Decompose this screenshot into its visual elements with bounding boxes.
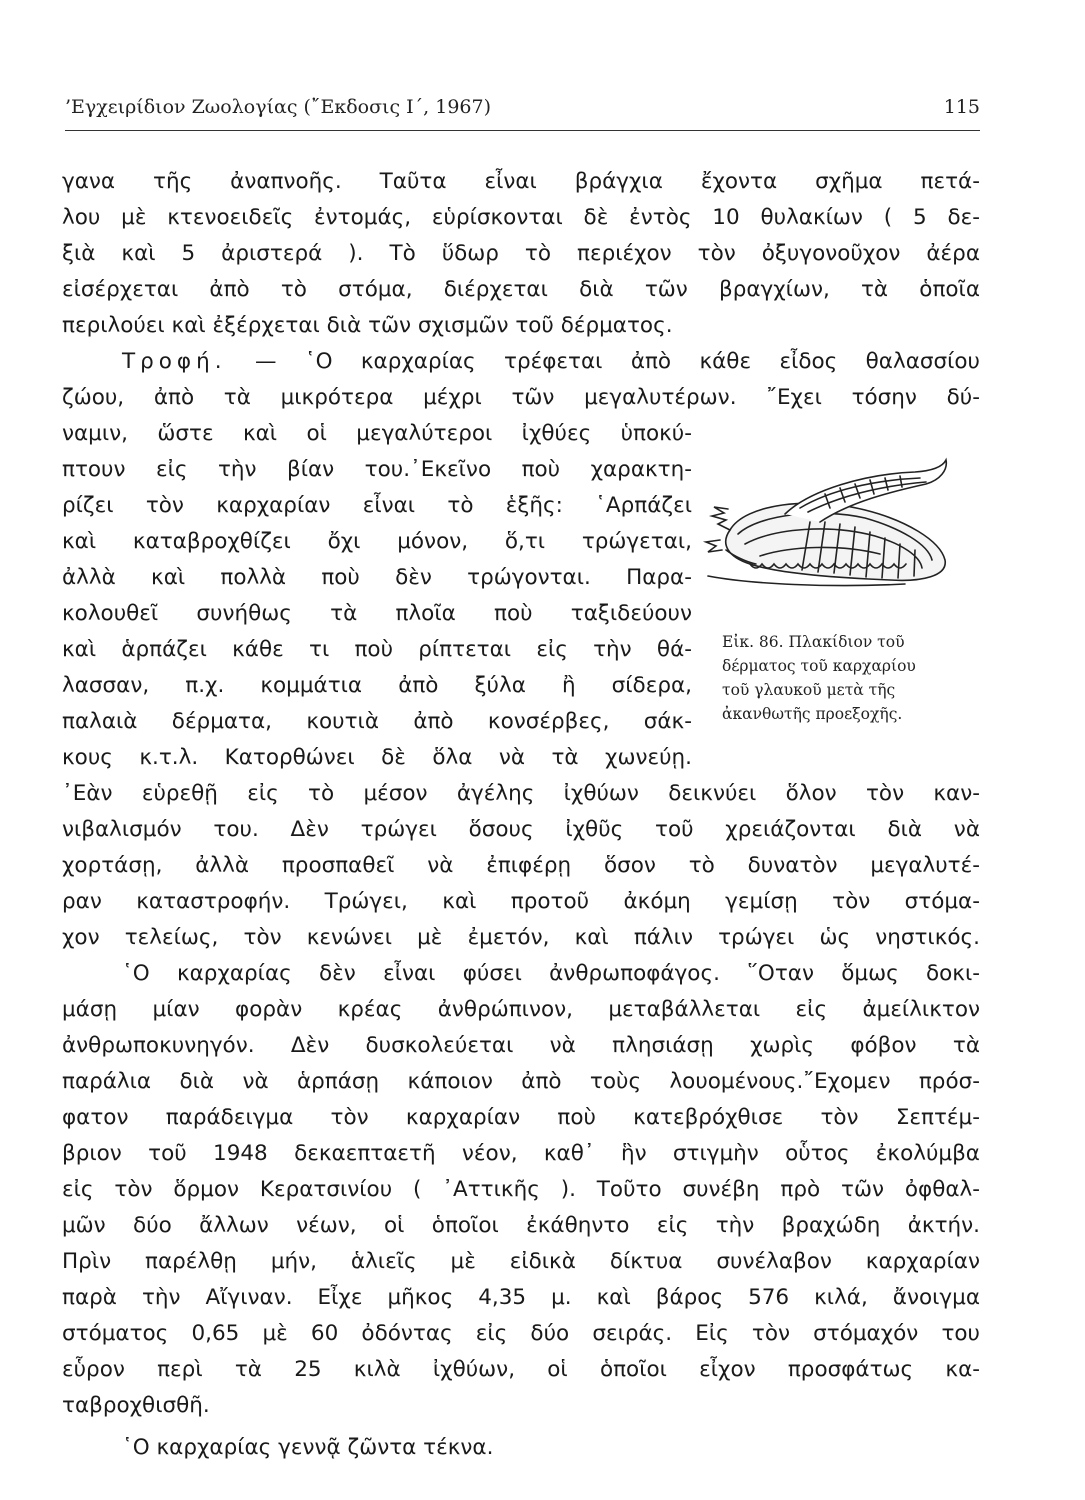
page-number: 115 xyxy=(943,96,980,118)
text-line: μάσῃ μίαν φορὰν κρέας ἀνθρώπινον, μεταβάλλεται εἰς ἀμείλικτον xyxy=(62,997,980,1022)
text-line: μῶν δύο ἄλλων νέων, οἱ ὁποῖοι ἐκάθηντο εἰς τὴν βραχώδη ἀκτήν. xyxy=(62,1213,980,1238)
text-line: ῾Ο καρχαρίας δὲν εἶναι φύσει ἀνθρωποφάγος. ῞Οταν ὅμως δοκι- xyxy=(122,961,980,986)
text-line: ἀνθρωποκυνηγόν. Δὲν δυσκολεύεται νὰ πλησιάσῃ χωρὶς φόβον τὰ xyxy=(62,1033,980,1058)
figure-caption xyxy=(722,630,984,726)
text-line: ἀλλὰ καὶ πολλὰ ποὺ δὲν τρώγονται. Παρα- xyxy=(62,565,692,590)
text-line: ταβροχθισθῆ. xyxy=(62,1393,210,1418)
text-line: ᾿Εὰν εὑρεθῇ εἰς τὸ μέσον ἀγέλης ἰχθύων δεικνύει ὅλον τὸν καν- xyxy=(62,781,980,806)
text-line: παλαιὰ δέρματα, κουτιὰ ἀπὸ κονσέρβες, σάκ- xyxy=(62,709,692,734)
text-line: ραν καταστροφήν. Τρώγει, καὶ προτοῦ ἀκόμη γεμίσῃ τὸν στόμα- xyxy=(62,889,980,914)
section-trofi-line xyxy=(62,345,980,379)
placoid-scale-drawing xyxy=(690,452,980,592)
text-line: ναμιν, ὥστε καὶ οἱ μεγαλύτεροι ἰχθύες ὑποκύ- xyxy=(62,421,692,446)
text-line: καὶ καταβροχθίζει ὄχι μόνον, ὅ,τι τρώγεται, xyxy=(62,529,692,554)
text-line: κολουθεῖ συνήθως τὰ πλοῖα ποὺ ταξιδεύουν xyxy=(62,601,692,626)
book-title: ’Εγχειρίδιον Ζωολογίας (῎Εκδοσις Ι΄, 1967) xyxy=(65,96,492,118)
running-header xyxy=(65,96,980,126)
shark-skin-placoid-scale-illustration xyxy=(690,452,980,592)
text-line: χον τελείως, τὸν κενώνει μὲ ἐμετόν, καὶ πάλιν τρώγει ὡς νηστικός. xyxy=(62,925,980,950)
caption-line: ἀκανθωτῆς προεξοχῆς. xyxy=(722,705,903,723)
text-line: καὶ ἁρπάζει κάθε τι ποὺ ρίπτεται εἰς τὴν θά- xyxy=(62,637,692,662)
text-line: στόματος 0,65 μὲ 60 ὀδόντας εἰς δύο σειράς. Εἰς τὸν στόμαχόν του xyxy=(62,1321,980,1346)
text-line: γανα τῆς ἀναπνοῆς. Ταῦτα εἶναι βράγχια ἔχοντα σχῆμα πετά- xyxy=(62,169,980,194)
text-line: ξιὰ καὶ 5 ἀριστερά ). Τὸ ὕδωρ τὸ περιέχον τὸν ὀξυγονοῦχον ἀέρα xyxy=(62,241,980,266)
text-line: εἰσέρχεται ἀπὸ τὸ στόμα, διέρχεται διὰ τῶν βραγχίων, τὰ ὁποῖα xyxy=(62,277,980,302)
text-line: παρὰ τὴν Αἴγιναν. Εἶχε μῆκος 4,35 μ. καὶ βάρος 576 κιλά, ἄνοιγμα xyxy=(62,1285,980,1310)
caption-line: τοῦ γλαυκοῦ μετὰ τῆς xyxy=(722,681,896,699)
text-line: Πρὶν παρέλθῃ μήν, ἁλιεῖς μὲ εἰδικὰ δίκτυα συνέλαβον καρχαρίαν xyxy=(62,1249,980,1274)
text-line: λου μὲ κτενοειδεῖς ἐντομάς, εὑρίσκονται δὲ ἐντὸς 10 θυλακίων ( 5 δε- xyxy=(62,205,980,230)
text-line: εὗρον περὶ τὰ 25 κιλὰ ἰχθύων, οἱ ὁποῖοι εἶχον προσφάτως κα- xyxy=(62,1357,980,1382)
text-line: φατον παράδειγμα τὸν καρχαρίαν ποὺ κατεβρόχθισε τὸν Σεπτέμ- xyxy=(62,1105,980,1130)
section-heading: Τροφή. xyxy=(122,349,227,374)
text-line: πτουν εἰς τὴν βίαν του.᾿Εκεῖνο ποὺ χαρακτη- xyxy=(62,457,692,482)
text-line: βριον τοῦ 1948 δεκαεπταετῆ νέον, καθ᾿ ἣν στιγμὴν οὗτος ἐκολύμβα xyxy=(62,1141,980,1166)
text-line: κους κ.τ.λ. Κατορθώνει δὲ ὅλα νὰ τὰ χωνεύῃ. xyxy=(62,745,692,770)
section-first-line: — ῾Ο καρχαρίας τρέφεται ἀπὸ κάθε εἶδος θαλασσίου xyxy=(254,349,980,374)
text-line: παράλια διὰ νὰ ἁρπάσῃ κάποιον ἀπὸ τοὺς λουομένους.῎Εχομεν πρόσ- xyxy=(62,1069,980,1094)
text-line: ζώου, ἀπὸ τὰ μικρότερα μέχρι τῶν μεγαλυτέρων. ῎Εχει τόσην δύ- xyxy=(62,385,980,410)
caption-line: δέρματος τοῦ καρχαρίου xyxy=(722,657,916,675)
text-line: λασσαν, π.χ. κομμάτια ἀπὸ ξύλα ἢ σίδερα, xyxy=(62,673,692,698)
text-line: εἰς τὸν ὅρμον Κερατσινίου ( ᾿Αττικῆς ). Τοῦτο συνέβη πρὸ τῶν ὀφθαλ- xyxy=(62,1177,980,1202)
text-line: νιβαλισμόν του. Δὲν τρώγει ὅσους ἰχθῦς τοῦ χρειάζονται διὰ νὰ xyxy=(62,817,980,842)
header-rule xyxy=(65,130,980,131)
text-line: χορτάσῃ, ἀλλὰ προσπαθεῖ νὰ ἐπιφέρῃ ὅσον τὸ δυνατὸν μεγαλυτέ- xyxy=(62,853,980,878)
caption-line: Εἰκ. 86. Πλακίδιον τοῦ xyxy=(722,633,905,651)
text-line: ρίζει τὸν καρχαρίαν εἶναι τὸ ἑξῆς: ῾Αρπάζει xyxy=(62,493,692,518)
final-sentence: ῾Ο καρχαρίας γεννᾷ ζῶντα τέκνα. xyxy=(122,1435,494,1460)
text-line: περιλούει καὶ ἐξέρχεται διὰ τῶν σχισμῶν τοῦ δέρματος. xyxy=(62,313,673,338)
